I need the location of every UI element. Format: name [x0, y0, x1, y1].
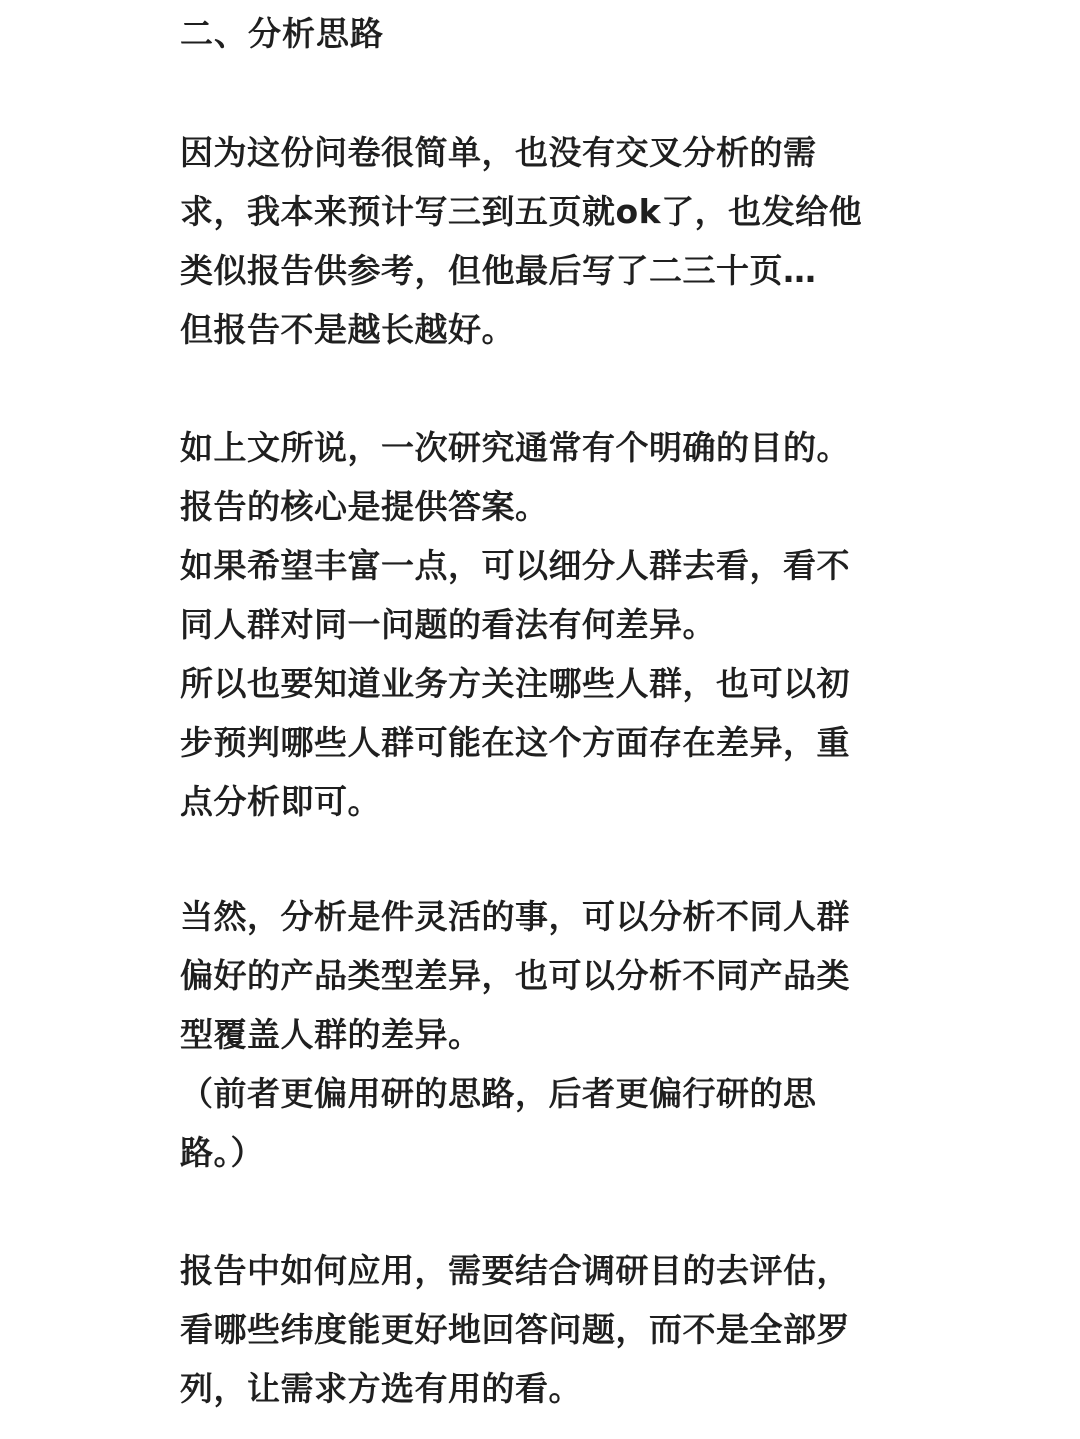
text-line: 如果希望丰富一点，可以细分人群去看，看不 [180, 546, 850, 585]
text-line: 偏好的产品类型差异，也可以分析不同产品类 [180, 956, 850, 995]
text-line: 但报告不是越长越好。 [180, 310, 515, 349]
text-line: 看哪些纬度能更好地回答问题，而不是全部罗 [180, 1310, 850, 1349]
text-line: 因为这份问卷很简单，也没有交叉分析的需 [180, 133, 817, 172]
text-line: 求，我本来预计写三到五页就ok了，也发给他 [180, 192, 863, 231]
text-line: （前者更偏用研的思路，后者更偏行研的思 [180, 1074, 817, 1113]
text-line: 路。） [180, 1133, 264, 1172]
text-line: 类似报告供参考，但他最后写了二三十页… [180, 251, 817, 290]
text-line: 列，让需求方选有用的看。 [180, 1369, 582, 1408]
text-line: 报告的核心是提供答案。 [180, 487, 549, 526]
text-line: 同人群对同一问题的看法有何差异。 [180, 605, 716, 644]
text-line: 所以也要知道业务方关注哪些人群，也可以初 [180, 664, 850, 703]
text-line: 当然，分析是件灵活的事，可以分析不同人群 [180, 897, 850, 936]
text-line: 步预判哪些人群可能在这个方面存在差异，重 [180, 723, 850, 762]
text-line: 如上文所说，一次研究通常有个明确的目的。 [180, 428, 850, 467]
paragraph-4 [180, 1241, 850, 1418]
text-line: 型覆盖人群的差异。 [180, 1015, 482, 1054]
paragraph-1 [180, 123, 862, 359]
paragraph-3 [180, 887, 850, 1182]
section-heading: 二、分析思路 [180, 14, 384, 53]
paragraph-2 [180, 418, 850, 831]
text-line: 点分析即可。 [180, 782, 381, 821]
text-line: 报告中如何应用，需要结合调研目的去评估， [180, 1251, 850, 1290]
